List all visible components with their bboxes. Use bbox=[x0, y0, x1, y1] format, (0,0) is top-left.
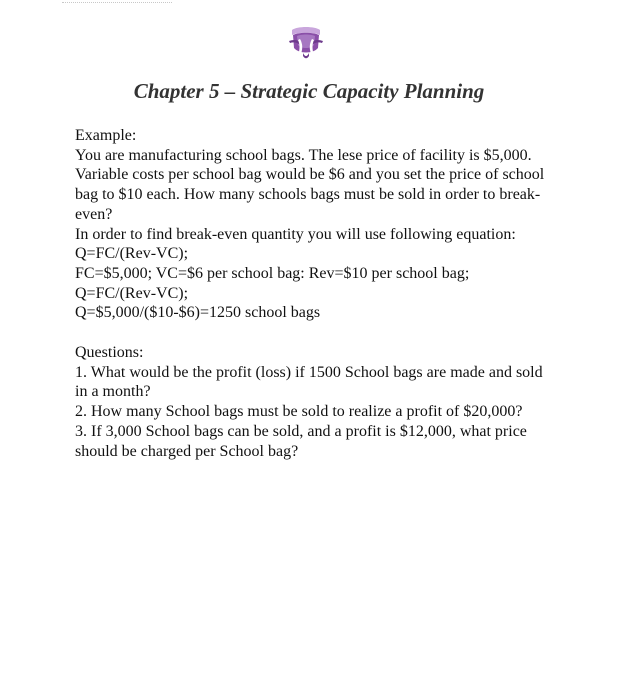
lotus-logo-icon bbox=[285, 24, 327, 60]
example-problem: You are manufacturing school bags. The lese price of facility is $5,000. Variable costs per school bag would be $6 and you set the price of school bag to $10 each. How many schools bags must be sold in order to break-even? bbox=[75, 146, 545, 223]
page-title: Chapter 5 – Strategic Capacity Planning bbox=[133, 79, 485, 103]
questions-heading: Questions: bbox=[75, 344, 144, 362]
cropped-top-text bbox=[62, 0, 172, 3]
values-line: FC=$5,000; VC=$6 per school bag: Rev=$10 per school bag; bbox=[75, 264, 470, 282]
question-item: 2. How many School bags must be sold to realize a profit of $20,000? bbox=[75, 403, 523, 421]
paragraph-spacer bbox=[75, 323, 545, 343]
formula-line: Q=FC/(Rev-VC); bbox=[75, 284, 189, 302]
formula-line: Q=FC/(Rev-VC); bbox=[75, 245, 189, 263]
example-heading: Example: bbox=[75, 127, 137, 144]
document-body bbox=[75, 126, 545, 461]
example-intro: In order to find break-even quantity you will use following equation: bbox=[75, 225, 516, 243]
calculation-line: Q=$5,000/($10-$6)=1250 school bags bbox=[75, 304, 321, 322]
question-item: 1. What would be the profit (loss) if 1500 School bags are made and sold in a month? bbox=[75, 363, 543, 401]
question-item: 3. If 3,000 School bags can be sold, and a profit is $12,000, what price should be charged per School bag? bbox=[75, 422, 527, 460]
